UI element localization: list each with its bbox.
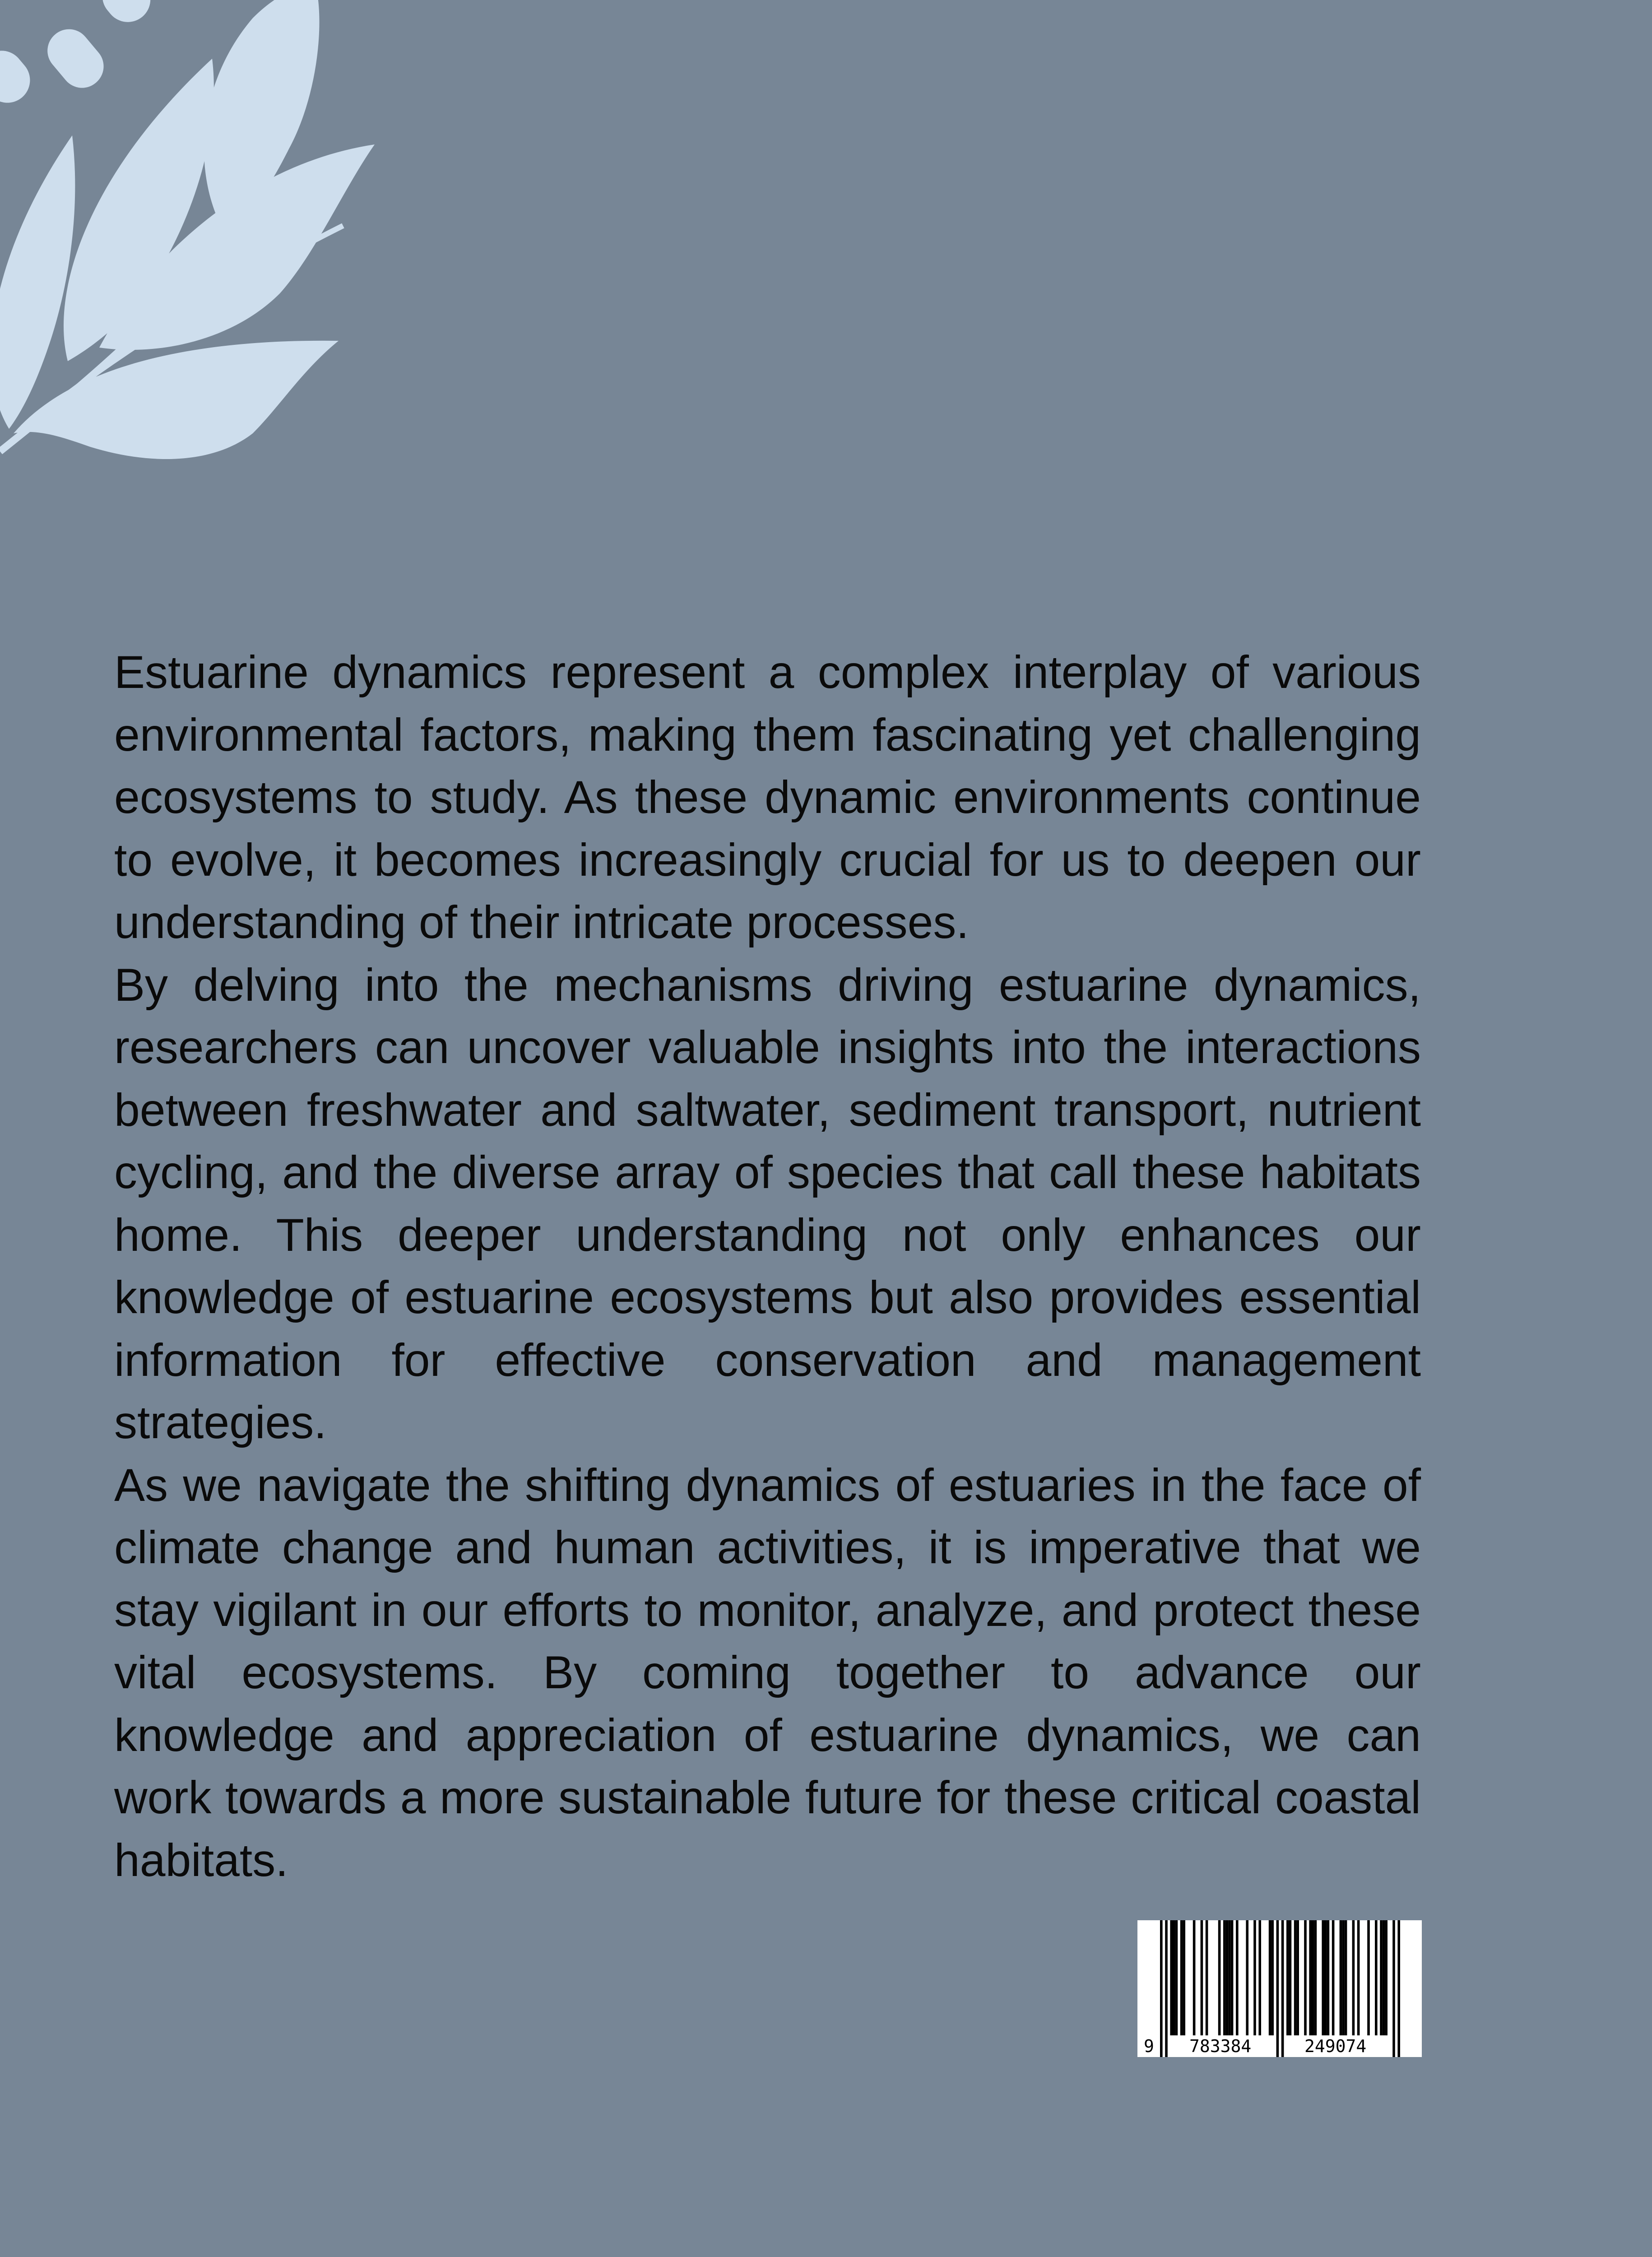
barcode-bar	[1322, 1920, 1324, 2035]
barcode-bar	[1201, 1920, 1203, 2035]
blurb-paragraph: Estuarine dynamics represent a complex interplay of various environmental factors, making them fascinating yet challenging ecosystems to study. As these dynamic environments continue to evolve, it becomes increasingly crucial for us to deepen our understanding of their intricate processes.	[114, 646, 1421, 948]
barcode-bar	[1383, 1920, 1385, 2035]
leaf-branch-icon	[0, 0, 379, 460]
barcode-bar	[1294, 1920, 1297, 2035]
barcode-bar	[1367, 1920, 1370, 2035]
barcode-bar	[1345, 1920, 1347, 2035]
barcode-bar	[1183, 1920, 1185, 2035]
barcode-bar	[1314, 1920, 1317, 2035]
barcode-left-digits: 783384	[1189, 2036, 1252, 2056]
barcode-bar	[1296, 1920, 1299, 2035]
barcode-bar	[1218, 1920, 1221, 2035]
barcode-bar	[1170, 1920, 1173, 2035]
barcode-bar	[1276, 1920, 1279, 2057]
barcode-bar	[1246, 1920, 1248, 2035]
barcode-bar	[1281, 1920, 1284, 2057]
barcode-bar	[1236, 1920, 1239, 2035]
barcode-bar	[1304, 1920, 1307, 2035]
barcode-bar	[1324, 1920, 1327, 2035]
barcode-right-digits: 249074	[1304, 2036, 1367, 2056]
barcode-bar	[1165, 1920, 1168, 2057]
barcode-bar	[1258, 1920, 1261, 2035]
barcode-bar	[1193, 1920, 1196, 2035]
barcode-bar	[1309, 1920, 1312, 2035]
back-cover-blurb	[114, 641, 1421, 1891]
barcode-bar	[1352, 1920, 1355, 2035]
barcode-bar	[1160, 1920, 1163, 2057]
isbn-barcode	[1137, 1920, 1422, 2057]
leaf-dot	[93, 0, 159, 31]
barcode-bar	[1392, 1920, 1395, 2057]
leaf-shape	[0, 135, 75, 429]
barcode-bar	[1385, 1920, 1387, 2035]
barcode-bar	[1269, 1920, 1271, 2035]
blurb-paragraph: By delving into the mechanisms driving estuarine dynamics, researchers can uncover valuable insights into the interactions between freshwater and saltwater, sediment transport, nutrient cycling, and the diverse array of species that call these habitats home. This deeper understanding not only enhances our knowledge of estuarine ecosystems but also provides essential information for effective conservation and management strategies.	[114, 959, 1421, 1448]
barcode-bar	[1228, 1920, 1231, 2035]
barcode-bar	[1226, 1920, 1229, 2035]
barcode-bar	[1340, 1920, 1342, 2035]
leaf-dot	[0, 42, 39, 112]
barcode-bar	[1271, 1920, 1274, 2035]
barcode-bar	[1223, 1920, 1226, 2035]
blurb-paragraph: As we navigate the shifting dynamics of estuaries in the face of climate change and human activities, it is imperative that we stay vigilant in our efforts to monitor, analyze, and protect these vital ecosystems. By coming together to advance our knowledge and appreciation of estuarine dynamics, we can work towards a more sustainable future for these critical coastal habitats.	[114, 1459, 1421, 1886]
barcode-bar	[1180, 1920, 1183, 2035]
barcode-bar	[1397, 1920, 1400, 2057]
barcode-bar	[1175, 1920, 1178, 2035]
barcode-bar	[1312, 1920, 1314, 2035]
barcode-bar	[1173, 1920, 1175, 2035]
barcode-bar	[1206, 1920, 1208, 2035]
barcode-bar	[1231, 1920, 1234, 2035]
barcode-bar	[1332, 1920, 1335, 2035]
barcode-bar	[1380, 1920, 1383, 2035]
barcode-bar	[1375, 1920, 1378, 2035]
barcode-bar	[1289, 1920, 1292, 2035]
barcode-bar	[1327, 1920, 1330, 2035]
barcode-bar	[1357, 1920, 1360, 2035]
barcode-bar	[1342, 1920, 1345, 2035]
leaf-dot	[39, 21, 112, 97]
barcode-bar	[1286, 1920, 1289, 2035]
barcode-lead-digit: 9	[1144, 2036, 1154, 2056]
barcode-bar	[1253, 1920, 1256, 2035]
